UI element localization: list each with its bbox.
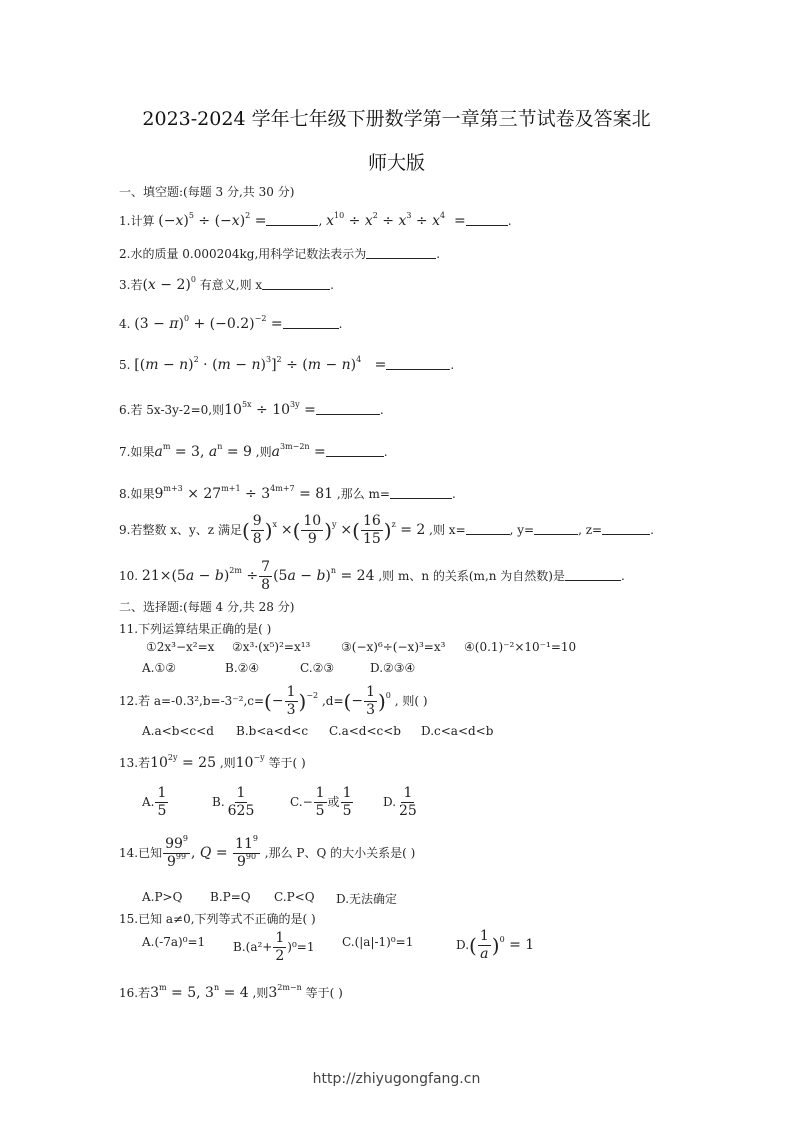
- question-8: 8.如果$9^{m+3} \times 27^{m+1} \div 3^{4m+7} = 81$ ,那么 m= .: [119, 484, 456, 502]
- q13-option-b[interactable]: B. $\frac{1}{625}$: [212, 785, 255, 819]
- q15-option-b[interactable]: B.(a²+ $\frac{1}{2}$ )⁰=1: [233, 930, 315, 964]
- q14-option-c[interactable]: C.P<Q: [274, 890, 315, 904]
- q12-option-b[interactable]: B.b<a<d<c: [236, 724, 309, 738]
- question-7: 7.如果$a^m = 3$, $a^n = 9$ ,则$a^{3m-2n}$ = .: [119, 442, 388, 460]
- footer-url[interactable]: http://zhiyugongfang.cn: [312, 1071, 481, 1087]
- q14-option-d[interactable]: D.无法确定: [336, 892, 398, 906]
- q15-option-a[interactable]: A.(-7a)⁰=1: [142, 935, 206, 949]
- q12-option-a[interactable]: A.a<b<c<d: [142, 724, 214, 738]
- q11-option-d[interactable]: D.②③④: [370, 661, 416, 675]
- q14-option-a[interactable]: A.P>Q: [142, 890, 183, 904]
- question-16: 16.若$3^m = 5$, $3^n = 4$ ,则$3^{2m-n}$ 等于( ): [119, 983, 343, 1001]
- q11-item-4: ④(0.1)⁻²×10⁻¹=10: [464, 640, 577, 654]
- question-15-stem: 15.已知 a≠0,下列等式不正确的是( ): [119, 912, 316, 926]
- document-title-line2: 师大版: [367, 152, 425, 174]
- question-4: 4. $(3 - \pi)^0 + (-0.2)^{-2}$ = .: [119, 314, 343, 332]
- question-11-stem: 11.下列运算结果正确的是( ): [119, 622, 272, 636]
- question-6: 6.若 5x-3y-2=0,则$10^{5x} \div 10^{3y}$ = .: [119, 400, 384, 418]
- question-9: 9.若整数 x、y、z 满足( $\frac{9}{8}$ )$^x$ ×( $\frac{10}{9}$ )$^y$ ×( $\frac{16}{15}$ )$^z$ = 2 ,则 x= , y= , z= .: [119, 513, 654, 547]
- q11-option-b[interactable]: B.②④: [225, 661, 260, 675]
- q14-option-b[interactable]: B.P=Q: [210, 890, 251, 904]
- q15-option-d[interactable]: D.( $\frac{1}{a}$ )$^0$ = 1: [456, 928, 535, 962]
- q12-option-c[interactable]: C.a<d<c<b: [329, 724, 401, 738]
- question-14: 14.已知 $\frac{99^9}{9^{99}}$ , Q = $\frac{11^9}{9^{90}}$ ,那么 P、Q 的大小关系是( ): [119, 834, 416, 870]
- q11-option-c[interactable]: C.②③: [300, 661, 335, 675]
- question-10: 10. $21\times(5a - b)^{2m}$ ÷ $\frac{7}{8}$ $(5a - b)^n = 24$ ,则 m、n 的关系(m,n 为自然数)是 .: [119, 559, 625, 593]
- document-title-line1: 2023-2024 学年七年级下册数学第一章第三节试卷及答案北: [142, 108, 651, 130]
- q11-item-2: ②x³·(x⁵)²=x¹³: [232, 640, 311, 654]
- section-heading-multiple-choice: 二、选择题:(每题 4 分,共 28 分): [119, 600, 295, 614]
- question-1: 1.计算 $(-x)^5 \div (-x)^2$ = , $x^{10} \div x^2 \div x^3 \div x^4$ = .: [119, 211, 512, 229]
- q12-option-d[interactable]: D.c<a<d<b: [421, 724, 494, 738]
- q15-option-c[interactable]: C.(|a|-1)⁰=1: [342, 935, 414, 949]
- q11-option-a[interactable]: A.①②: [142, 661, 176, 675]
- q13-option-a[interactable]: A. $\frac{1}{5}$: [142, 785, 167, 819]
- question-2: 2.水的质量 0.000204kg,用科学记数法表示为 .: [119, 247, 441, 261]
- question-3: 3.若$(x - 2)^0$ 有意义,则 x .: [119, 275, 334, 293]
- section-heading-fill-in: 一、填空题:(每题 3 分,共 30 分): [119, 185, 295, 199]
- question-13: 13.若$10^{2y} = 25$ ,则$10^{-y}$ 等于( ): [119, 753, 306, 771]
- q13-option-d[interactable]: D. $\frac{1}{25}$: [383, 785, 417, 819]
- q11-item-1: ①2x³−x²=x: [146, 640, 215, 654]
- q13-option-c[interactable]: C.− $\frac{1}{5}$ 或 $\frac{1}{5}$: [290, 785, 352, 819]
- question-5: 5. $[(m - n)^2 \cdot (m - n)^3]^2 \div (m - n)^4$ = .: [119, 355, 455, 373]
- q11-item-3: ③(−x)⁶÷(−x)³=x³: [341, 640, 446, 654]
- question-12: 12.若 a=-0.3²,b=-3⁻²,c=(− $\frac{1}{3}$ )$^{-2}$ ,d=(− $\frac{1}{3}$ )$^0$ , 则( ): [119, 684, 428, 718]
